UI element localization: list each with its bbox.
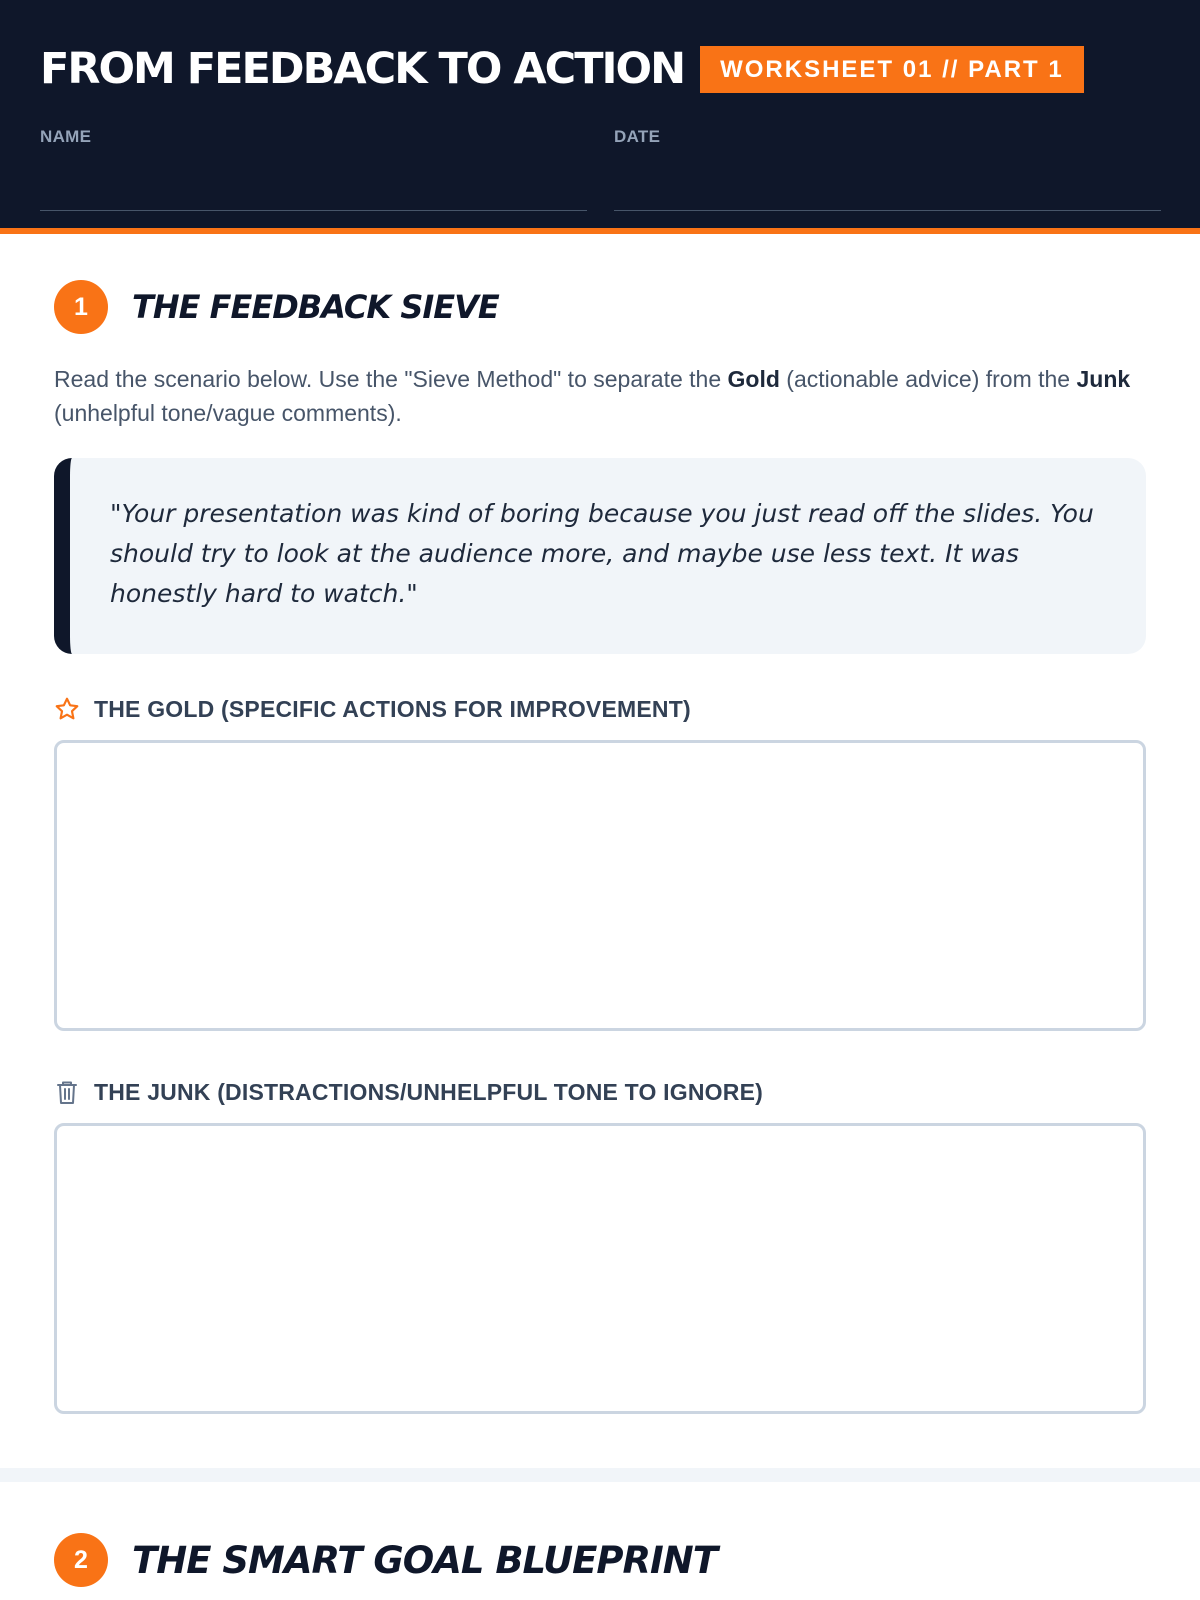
gold-answer-box[interactable]	[54, 740, 1146, 1031]
junk-label: THE JUNK (DISTRACTIONS/UNHELPFUL TONE TO IGNORE)	[94, 1078, 763, 1105]
name-label: NAME	[40, 127, 92, 146]
instructions-part-3: (unhelpful tone/vague comments).	[54, 400, 402, 426]
title-row	[40, 42, 1084, 96]
date-input-line[interactable]	[614, 179, 1161, 211]
name-input-line[interactable]	[40, 179, 587, 211]
junk-answer-box[interactable]	[54, 1123, 1146, 1414]
instructions-part-1: Read the scenario below. Use the "Sieve Method" to separate the	[54, 366, 728, 392]
junk-label-row	[54, 1077, 1146, 1107]
worksheet-title: FROM FEEDBACK TO ACTION	[40, 44, 685, 94]
scenario-quote: "Your presentation was kind of boring because you just read off the slides. You should try to look at the audience more, and maybe use less text. It was honestly hard to watch."	[110, 499, 1094, 608]
section-feedback-sieve	[0, 234, 1200, 1414]
section-number-badge: 2	[54, 1533, 108, 1587]
worksheet-badge: WORKSHEET 01 // PART 1	[700, 46, 1084, 93]
section-title: THE SMART GOAL BLUEPRINT	[132, 1538, 717, 1582]
section-heading	[54, 1533, 1146, 1587]
section-number-badge: 1	[54, 280, 108, 334]
trash-icon	[54, 1079, 80, 1105]
date-label: DATE	[614, 127, 661, 146]
instructions-gold-term: Gold	[727, 366, 780, 392]
instructions-junk-term: Junk	[1076, 366, 1131, 392]
name-field	[40, 127, 587, 211]
date-field	[614, 127, 1161, 211]
star-icon	[54, 696, 80, 722]
instructions-text	[54, 362, 1146, 430]
gold-label-row	[54, 694, 1146, 724]
worksheet-header	[0, 0, 1200, 234]
section-title: THE FEEDBACK SIEVE	[132, 288, 499, 326]
instructions-part-2: (actionable advice) from the	[779, 366, 1077, 392]
gold-label: THE GOLD (SPECIFIC ACTIONS FOR IMPROVEMENT)	[94, 695, 691, 722]
section-smart-goal	[0, 1482, 1200, 1587]
scenario-quote-box	[54, 458, 1146, 654]
section-heading	[54, 280, 1146, 334]
section-divider	[0, 1468, 1200, 1482]
